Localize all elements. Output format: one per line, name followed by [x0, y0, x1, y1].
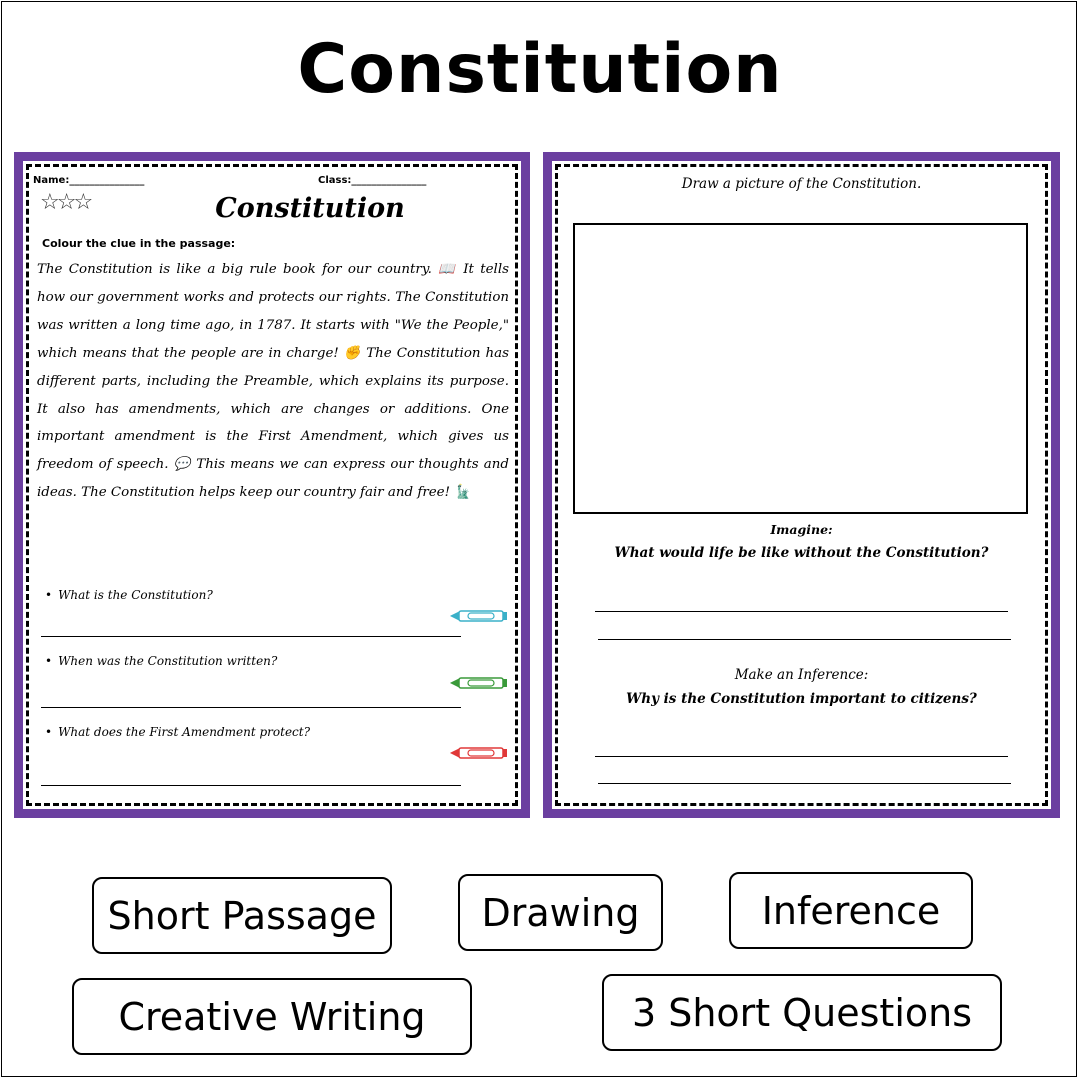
page-title: Constitution — [297, 30, 783, 109]
crayon-icon — [450, 676, 508, 690]
tag-3-short-questions: 3 Short Questions — [602, 974, 1002, 1051]
answer-line[interactable] — [41, 636, 461, 637]
crayon-icon — [450, 609, 508, 623]
crayon-icon — [450, 746, 508, 760]
class-field: Class:_______________ — [318, 175, 427, 186]
tag-creative-writing: Creative Writing — [72, 978, 472, 1055]
inference-label: Make an Inference: — [734, 667, 869, 683]
drawing-area[interactable] — [573, 223, 1028, 514]
answer-line[interactable] — [595, 756, 1008, 757]
question-3: • What does the First Amendment protect? — [45, 725, 311, 739]
imagine-question: What would life be like without the Constitution? — [614, 545, 989, 561]
worksheet-title: Constitution — [215, 193, 405, 224]
inference-question: Why is the Constitution important to citizens? — [626, 691, 977, 707]
tag-short-passage: Short Passage — [92, 877, 392, 954]
instruction-text: Colour the clue in the passage: — [42, 237, 236, 250]
answer-line[interactable] — [598, 783, 1011, 784]
question-text: What is the Constitution? — [58, 588, 213, 602]
answer-line[interactable] — [595, 611, 1008, 612]
draw-prompt: Draw a picture of the Constitution. — [681, 176, 922, 192]
question-text: When was the Constitution written? — [58, 654, 278, 668]
question-text: What does the First Amendment protect? — [58, 725, 311, 739]
rating-stars-icon: ☆☆☆ — [40, 190, 91, 215]
reading-passage: The Constitution is like a big rule book for our country. 📖 It tells how our government works and protects our rights. The Constitution was written a long time ago, in 1787. It starts with "We the People," which means that the people are in charge! ✊ The Constitution has different parts, including the Preamble, which explains its purpose. It also has amendments, which are changes or additions. One important amendment is the First Amendment, which gives us freedom of speech. 💬 This means we can express our thoughts and ideas. The Constitution helps keep our country fair and free! 🗽 — [37, 262, 509, 501]
name-field: Name:_______________ — [33, 175, 145, 186]
question-1: • What is the Constitution? — [45, 588, 213, 602]
answer-line[interactable] — [598, 639, 1011, 640]
answer-line[interactable] — [41, 785, 461, 786]
imagine-label: Imagine: — [770, 522, 833, 537]
question-2: • When was the Constitution written? — [45, 654, 278, 668]
answer-line[interactable] — [41, 707, 461, 708]
tag-drawing: Drawing — [458, 874, 663, 951]
tag-inference: Inference — [729, 872, 973, 949]
